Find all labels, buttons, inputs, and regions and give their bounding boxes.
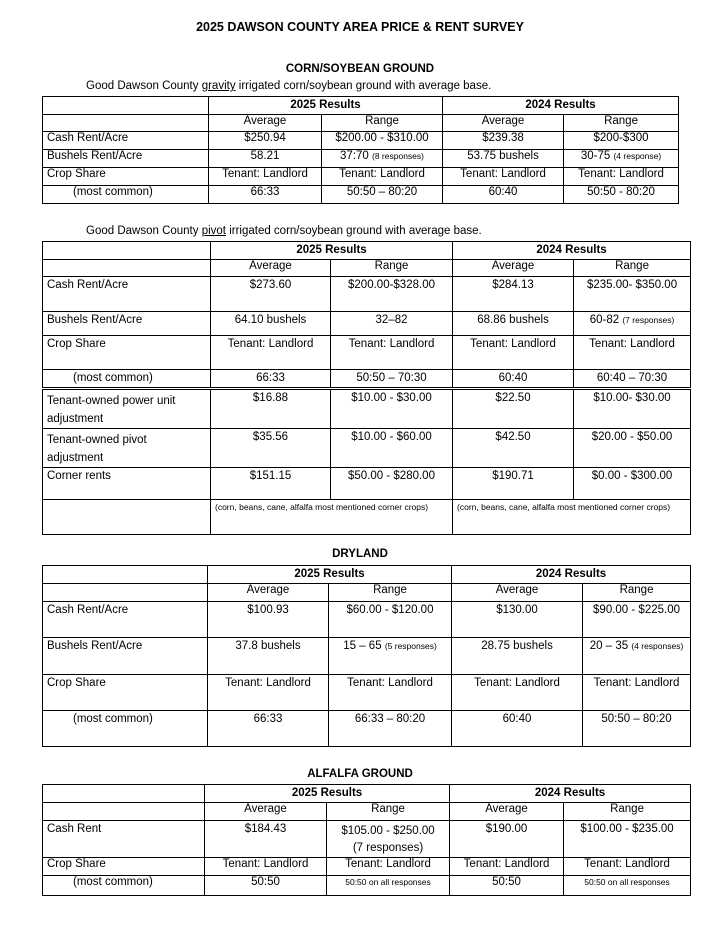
table-row (43, 370, 691, 389)
header-2024-results: 2024 Results (452, 566, 691, 584)
response-note: (7 responses) (622, 315, 675, 325)
row-label: Tenant-owned pivot adjustment (43, 429, 211, 468)
row-label: Cash Rent/Acre (43, 132, 209, 150)
row-label: Crop Share (43, 675, 208, 711)
table-pivot-irrigated (42, 241, 691, 535)
response-note: (4 responses) (631, 641, 684, 651)
table-row (43, 389, 691, 429)
subheader-average-2024: Average (453, 260, 574, 277)
average-2024: $22.50 (453, 389, 574, 429)
range-2025: Tenant: Landlord (327, 858, 450, 876)
row-label: Cash Rent/Acre (43, 602, 208, 638)
average-2024: Tenant: Landlord (450, 858, 564, 876)
range-2024: $235.00- $350.00 (574, 277, 691, 312)
range-2025: $60.00 - $120.00 (329, 602, 452, 638)
range-2024: $20.00 - $50.00 (574, 429, 691, 468)
row-label: Cash Rent (43, 821, 205, 858)
table-row (43, 132, 679, 150)
response-note: (7 responses) (352, 842, 424, 854)
average-2024: 60:40 (453, 370, 574, 389)
range-2025: $105.00 - $250.00 (7 responses) (327, 821, 450, 858)
section-description-gravity: Good Dawson County gravity irrigated corn/soybean ground with average base. (86, 80, 492, 92)
range-2024: 30-75 (4 response) (564, 150, 679, 168)
average-2025: $184.43 (205, 821, 327, 858)
subheader-average-2024: Average (452, 584, 583, 602)
range-2024: Tenant: Landlord (564, 168, 679, 186)
subheader-average-2024: Average (450, 803, 564, 821)
row-label: Cash Rent/Acre (43, 277, 211, 312)
range-2025: $10.00 - $30.00 (331, 389, 453, 429)
average-2025: 66:33 (211, 370, 331, 389)
page-title: 2025 DAWSON COUNTY AREA PRICE & RENT SURVEY (196, 20, 524, 34)
table-row (43, 429, 691, 468)
response-note: (8 responses) (372, 151, 424, 161)
average-2025: 66:33 (208, 711, 329, 747)
range-2024: 50:50 - 80:20 (564, 186, 679, 204)
average-2025: $35.56 (211, 429, 331, 468)
row-label: (most common) (43, 370, 211, 389)
response-note: (4 response) (613, 151, 662, 161)
range-2025: $50.00 - $280.00 (331, 468, 453, 500)
table-row (43, 277, 691, 312)
average-2024: Tenant: Landlord (452, 675, 583, 711)
row-label: (most common) (43, 186, 209, 204)
average-2025: Tenant: Landlord (205, 858, 327, 876)
row-label: Bushels Rent/Acre (43, 312, 211, 336)
header-empty (43, 785, 205, 803)
header-2025-results: 2025 Results (209, 97, 443, 115)
average-2024: $130.00 (452, 602, 583, 638)
average-2024: 68.86 bushels (453, 312, 574, 336)
range-2024: $0.00 - $300.00 (574, 468, 691, 500)
row-label: (most common) (43, 876, 205, 896)
average-2025: 58.21 (209, 150, 322, 168)
header-2025-results: 2025 Results (211, 242, 453, 260)
average-2024: $239.38 (443, 132, 564, 150)
average-2025: Tenant: Landlord (208, 675, 329, 711)
average-2024: 53.75 bushels (443, 150, 564, 168)
range-2024: Tenant: Landlord (564, 858, 691, 876)
table-row (43, 150, 679, 168)
subheader-empty (43, 115, 209, 132)
row-label-empty (43, 500, 211, 535)
range-2025: $10.00 - $60.00 (331, 429, 453, 468)
range-2025: 15 – 65 (5 responses) (329, 638, 452, 675)
header-2025-results: 2025 Results (208, 566, 452, 584)
subheader-empty (43, 260, 211, 277)
average-2024: 50:50 (450, 876, 564, 896)
table-row (43, 312, 691, 336)
table-row (43, 186, 679, 204)
range-2024: $90.00 - $225.00 (583, 602, 691, 638)
average-2024: $190.71 (453, 468, 574, 500)
average-2024: 60:40 (443, 186, 564, 204)
table-row (43, 821, 691, 858)
average-2025: 64.10 bushels (211, 312, 331, 336)
range-2024: 50:50 – 80:20 (583, 711, 691, 747)
average-2024: $190.00 (450, 821, 564, 858)
row-label: Crop Share (43, 168, 209, 186)
row-label: Crop Share (43, 336, 211, 370)
subheader-range-2024: Range (564, 803, 691, 821)
average-2025: 66:33 (209, 186, 322, 204)
range-2025: 50:50 – 70:30 (331, 370, 453, 389)
subheader-average-2025: Average (209, 115, 322, 132)
average-2024: 28.75 bushels (452, 638, 583, 675)
average-2024: $284.13 (453, 277, 574, 312)
header-2024-results: 2024 Results (450, 785, 691, 803)
average-2025: Tenant: Landlord (209, 168, 322, 186)
table-row (43, 168, 679, 186)
average-2025: $16.88 (211, 389, 331, 429)
average-2025: Tenant: Landlord (211, 336, 331, 370)
row-label: (most common) (43, 711, 208, 747)
average-2025: 37.8 bushels (208, 638, 329, 675)
range-2024: Tenant: Landlord (574, 336, 691, 370)
header-empty (43, 242, 211, 260)
row-label: Corner rents (43, 468, 211, 500)
average-2024: Tenant: Landlord (453, 336, 574, 370)
table-gravity-irrigated (42, 96, 679, 204)
subheader-empty (43, 584, 208, 602)
range-2024: 60:40 – 70:30 (574, 370, 691, 389)
range-2024: 60-82 (7 responses) (574, 312, 691, 336)
average-2025: $273.60 (211, 277, 331, 312)
header-2024-results: 2024 Results (453, 242, 691, 260)
table-alfalfa (42, 784, 691, 896)
row-label: Crop Share (43, 858, 205, 876)
corner-crops-note-2025: (corn, beans, cane, alfalfa most mentioned corner crops) (211, 500, 453, 535)
range-2024: $200-$300 (564, 132, 679, 150)
section-heading-alfalfa: ALFALFA GROUND (307, 768, 413, 780)
range-2025: 37:70 (8 responses) (322, 150, 443, 168)
range-2025: 66:33 – 80:20 (329, 711, 452, 747)
table-row (43, 638, 691, 675)
table-row (43, 858, 691, 876)
response-note: (5 responses) (384, 641, 437, 651)
table-row (43, 336, 691, 370)
average-2024: $42.50 (453, 429, 574, 468)
table-row (43, 876, 691, 896)
subheader-average-2025: Average (208, 584, 329, 602)
average-2024: 60:40 (452, 711, 583, 747)
subheader-empty (43, 803, 205, 821)
range-2025: 50:50 – 80:20 (322, 186, 443, 204)
range-2024: 20 – 35 (4 responses) (583, 638, 691, 675)
average-2025: 50:50 (205, 876, 327, 896)
range-2025: Tenant: Landlord (322, 168, 443, 186)
range-2025: $200.00-$328.00 (331, 277, 453, 312)
subheader-average-2025: Average (211, 260, 331, 277)
table-row (43, 468, 691, 500)
row-label: Tenant-owned power unit adjustment (43, 389, 211, 429)
range-2024: 50:50 on all responses (564, 876, 691, 896)
table-row (43, 602, 691, 638)
section-description-pivot: Good Dawson County pivot irrigated corn/soybean ground with average base. (86, 225, 482, 237)
subheader-range-2024: Range (564, 115, 679, 132)
range-2024: $10.00- $30.00 (574, 389, 691, 429)
range-2025: $200.00 - $310.00 (322, 132, 443, 150)
range-2025: Tenant: Landlord (329, 675, 452, 711)
range-2024: Tenant: Landlord (583, 675, 691, 711)
range-2025: 32–82 (331, 312, 453, 336)
header-2025-results: 2025 Results (205, 785, 450, 803)
row-label: Bushels Rent/Acre (43, 638, 208, 675)
section-heading-dryland: DRYLAND (332, 548, 388, 560)
header-2024-results: 2024 Results (443, 97, 679, 115)
range-2025: 50:50 on all responses (327, 876, 450, 896)
subheader-range-2025: Range (331, 260, 453, 277)
corner-crops-note-2024: (corn, beans, cane, alfalfa most mentioned corner crops) (453, 500, 691, 535)
subheader-range-2024: Range (574, 260, 691, 277)
header-empty (43, 97, 209, 115)
subheader-range-2025: Range (322, 115, 443, 132)
range-2024: $100.00 - $235.00 (564, 821, 691, 858)
subheader-average-2025: Average (205, 803, 327, 821)
header-empty (43, 566, 208, 584)
average-2024: Tenant: Landlord (443, 168, 564, 186)
row-label: Bushels Rent/Acre (43, 150, 209, 168)
table-row (43, 675, 691, 711)
average-2025: $100.93 (208, 602, 329, 638)
subheader-range-2025: Range (327, 803, 450, 821)
range-2025: Tenant: Landlord (331, 336, 453, 370)
section-heading-corn-soybean: CORN/SOYBEAN GROUND (285, 63, 435, 75)
table-dryland (42, 565, 691, 747)
subheader-range-2024: Range (583, 584, 691, 602)
average-2025: $250.94 (209, 132, 322, 150)
average-2025: $151.15 (211, 468, 331, 500)
table-row (43, 500, 691, 535)
subheader-range-2025: Range (329, 584, 452, 602)
subheader-average-2024: Average (443, 115, 564, 132)
table-row (43, 711, 691, 747)
